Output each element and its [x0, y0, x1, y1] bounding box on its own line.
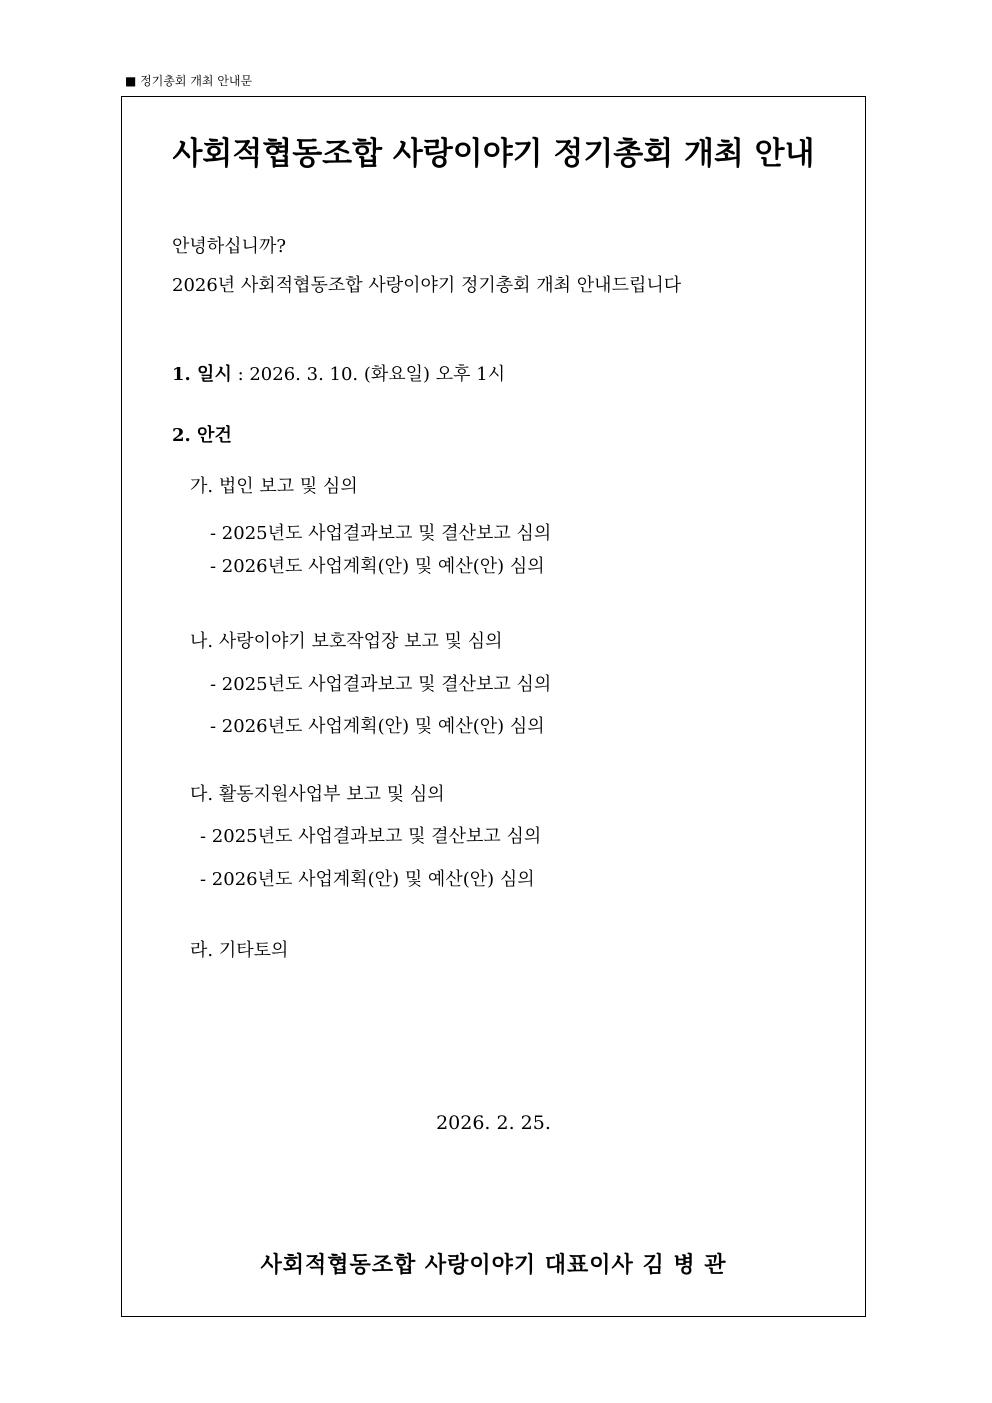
signature: 사회적협동조합 사랑이야기 대표이사 김 병 관: [260, 1252, 727, 1278]
greeting: 안녕하십니까?: [172, 236, 286, 257]
agenda-item: - 2025년도 사업결과보고 및 결산보고 심의: [200, 826, 542, 847]
schedule-value: 2026. 3. 10. (화요일) 오후 1시: [249, 364, 506, 385]
agenda-item: - 2026년도 사업계획(안) 및 예산(안) 심의: [200, 869, 535, 890]
agenda-heading: 2. 안건: [172, 425, 232, 446]
agenda-item: - 2026년도 사업계획(안) 및 예산(안) 심의: [210, 716, 545, 737]
schedule-label: 1. 일시: [172, 364, 232, 385]
agenda-item: - 2025년도 사업결과보고 및 결산보고 심의: [210, 674, 552, 695]
agenda-item: - 2026년도 사업계획(안) 및 예산(안) 심의: [210, 556, 545, 577]
document-date: 2026. 2. 25.: [436, 1112, 551, 1134]
document-type-label: ■ 정기총회 개최 안내문: [125, 74, 253, 88]
intro-text: 2026년 사회적협동조합 사랑이야기 정기총회 개최 안내드립니다: [172, 275, 682, 296]
agenda-section-title: 라. 기타토의: [190, 940, 289, 961]
agenda-section-title: 나. 사랑이야기 보호작업장 보고 및 심의: [190, 631, 503, 652]
agenda-section-title: 가. 법인 보고 및 심의: [190, 476, 358, 497]
document-title: 사회적협동조합 사랑이야기 정기총회 개최 안내: [172, 136, 815, 172]
agenda-item: - 2025년도 사업결과보고 및 결산보고 심의: [210, 523, 552, 544]
document-frame: [121, 96, 866, 1317]
agenda-section-title: 다. 활동지원사업부 보고 및 심의: [190, 784, 445, 805]
schedule-separator: :: [231, 364, 250, 385]
schedule-line: [172, 363, 505, 387]
